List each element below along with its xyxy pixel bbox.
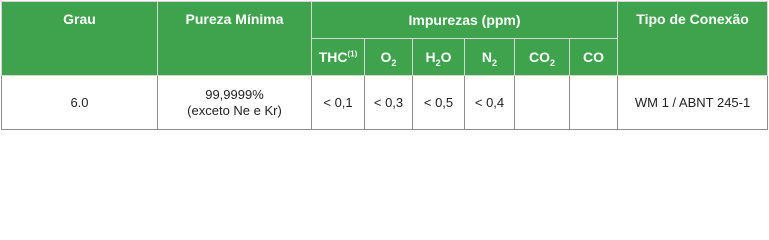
- header-n2-subscript: 2: [492, 57, 498, 68]
- header-grau: Grau: [2, 2, 158, 76]
- header-thc-text: THC: [318, 49, 348, 65]
- header-row-top: [2, 2, 768, 39]
- cell-pureza-note: (exceto Ne e Kr): [187, 102, 282, 118]
- header-h2o: [413, 39, 465, 76]
- header-n2-text: N: [481, 49, 493, 65]
- table-row: [2, 76, 768, 130]
- header-h2o-tail: O: [440, 49, 452, 65]
- header-co: [570, 39, 618, 76]
- cell-pureza-value: 99,9999%: [205, 86, 264, 102]
- header-h2o-subscript: 2: [435, 57, 441, 68]
- cell-conexao: WM 1 / ABNT 245-1: [618, 76, 768, 130]
- cell-pureza: [158, 76, 312, 130]
- specification-table: [1, 1, 768, 130]
- header-co-text: CO: [583, 49, 605, 65]
- header-thc: [312, 39, 365, 76]
- cell-co: [570, 76, 618, 130]
- cell-grau: 6.0: [2, 76, 158, 130]
- header-h2o-text: H: [425, 49, 436, 65]
- header-co2: [515, 39, 570, 76]
- header-co2-subscript: 2: [549, 57, 555, 68]
- header-pureza-minima: Pureza Mínima: [158, 2, 312, 76]
- header-o2-text: O: [380, 49, 392, 65]
- header-thc-footnote: (1): [347, 49, 358, 59]
- cell-thc: < 0,1: [312, 76, 365, 130]
- header-n2: [465, 39, 515, 76]
- cell-co2: [515, 76, 570, 130]
- header-impurezas: Impurezas (ppm): [312, 2, 618, 39]
- cell-n2: < 0,4: [465, 76, 515, 130]
- header-co2-text: CO: [528, 49, 550, 65]
- header-o2-subscript: 2: [391, 57, 397, 68]
- header-tipo-conexao: Tipo de Conexão: [618, 2, 768, 76]
- cell-o2: < 0,3: [365, 76, 413, 130]
- header-o2: [365, 39, 413, 76]
- cell-h2o: < 0,5: [413, 76, 465, 130]
